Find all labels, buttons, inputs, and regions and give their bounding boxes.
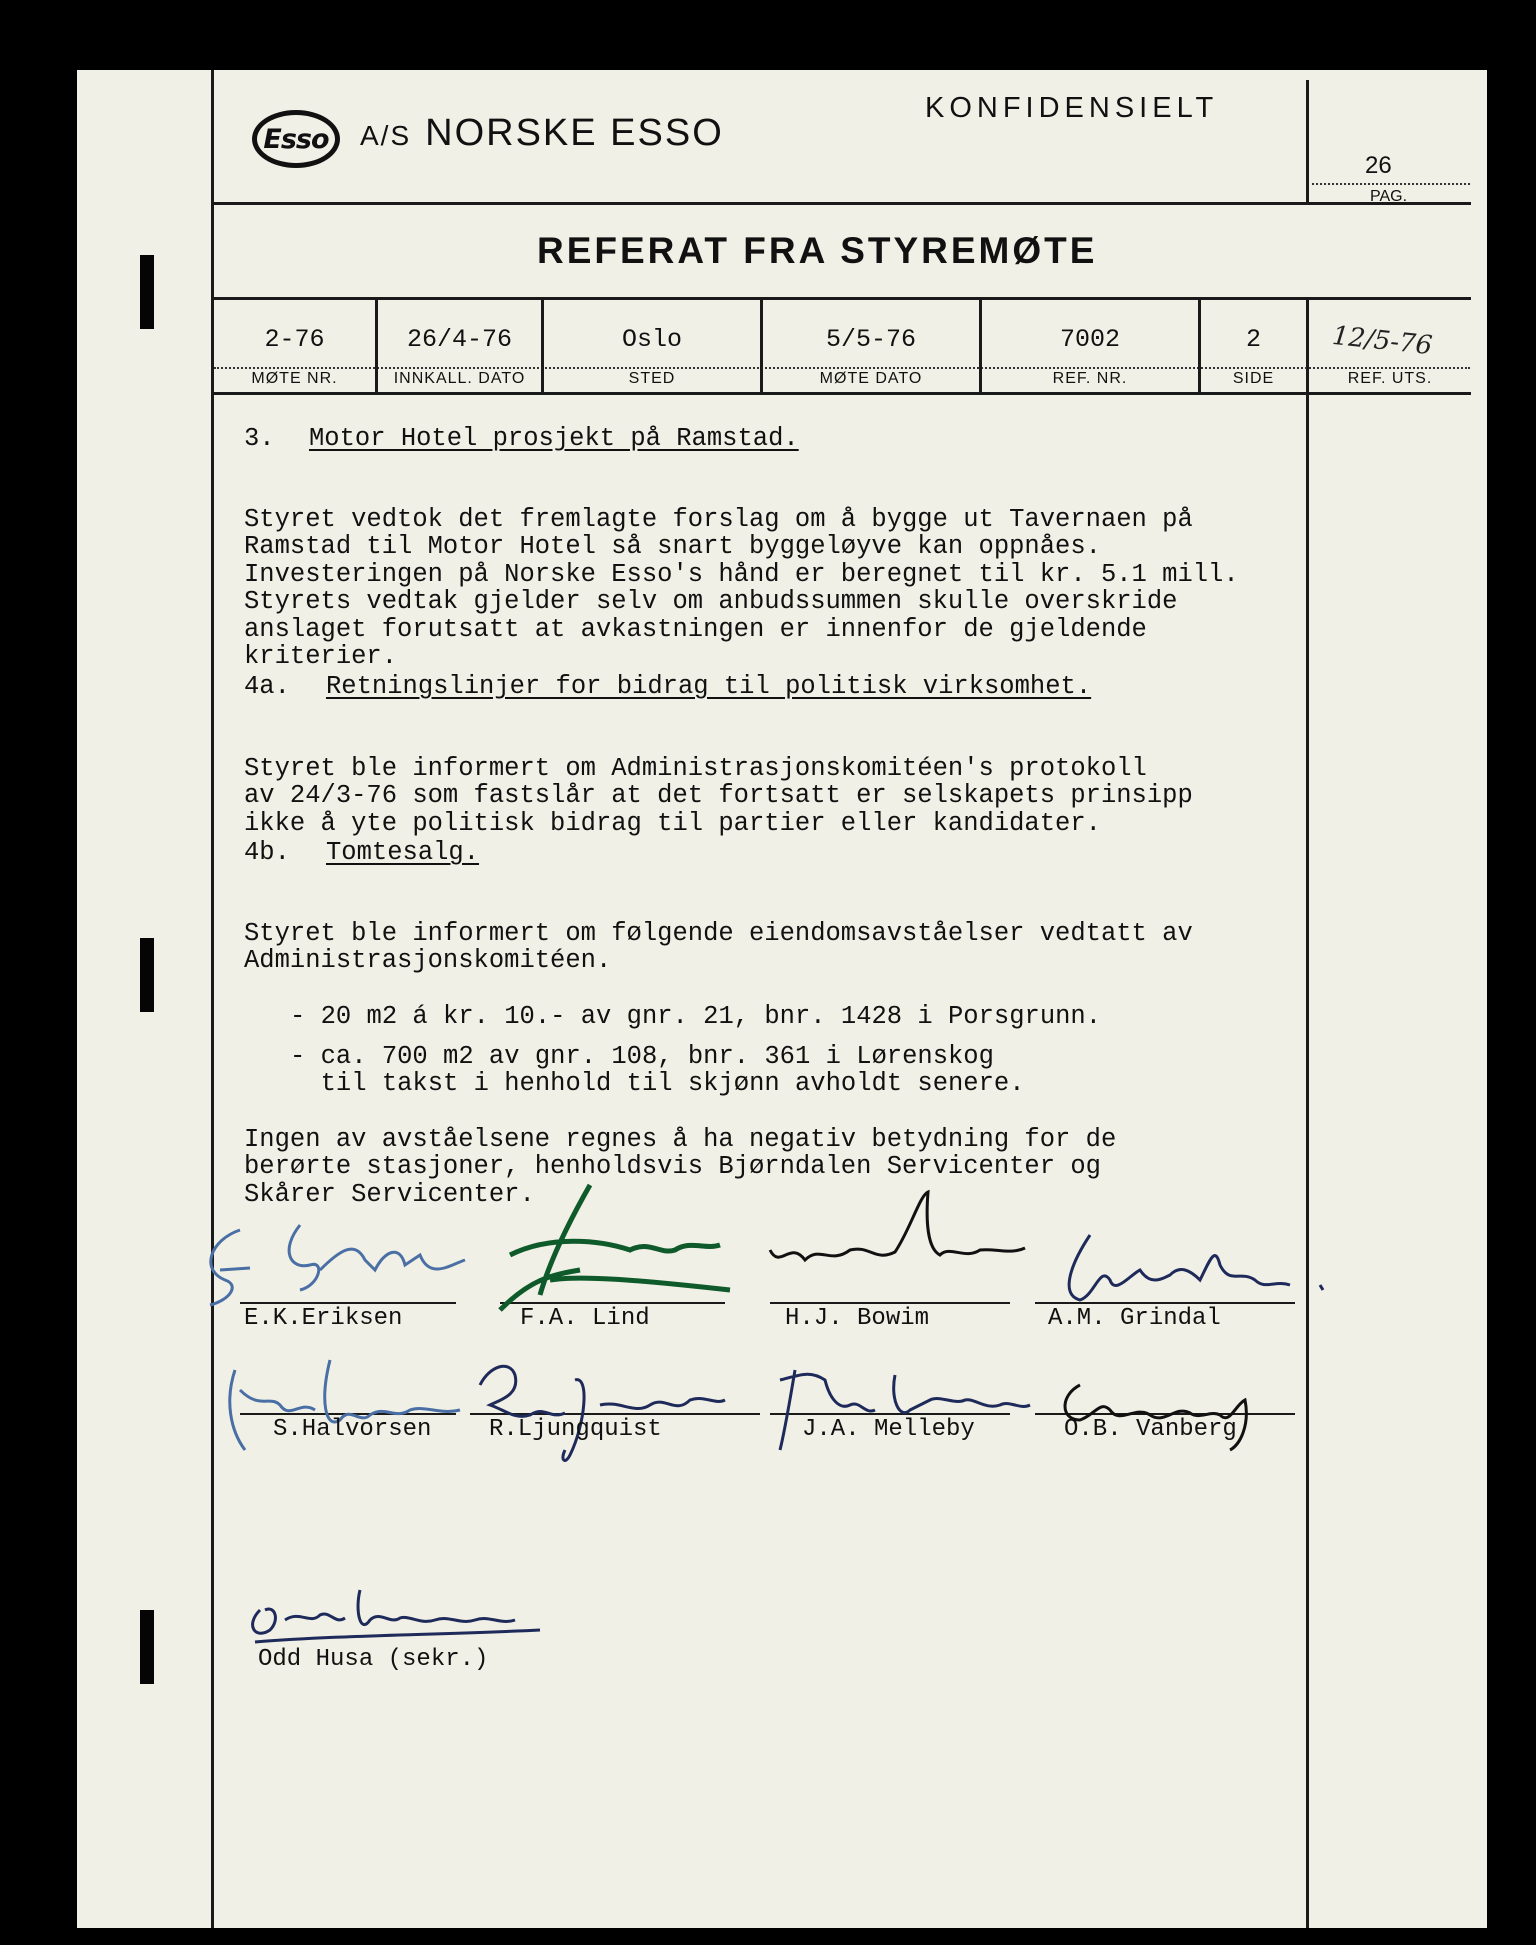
meta-sted-value: Oslo xyxy=(621,325,682,354)
signatory-name: S.Halvorsen xyxy=(273,1416,432,1443)
signature-melleby xyxy=(770,1360,1040,1460)
meta-side-label: SIDE xyxy=(1232,370,1275,387)
signature-ljungquist xyxy=(460,1345,740,1475)
text-line: Ramstad til Motor Hotel så snart byggeløyve kan oppnåes. xyxy=(244,532,1101,561)
punch-hole-top xyxy=(140,255,154,329)
section-4a-heading: Retningslinjer for bidrag til politisk virksomhet. xyxy=(326,672,1092,701)
text-line: til takst i henhold til skjønn avholdt senere. xyxy=(290,1069,1025,1098)
esso-logo: Esso xyxy=(252,110,340,168)
section-3-body xyxy=(244,478,1239,698)
company-name-text: NORSKE ESSO xyxy=(425,112,724,154)
text-line: kriterier. xyxy=(244,642,398,671)
classification-label: KONFIDENSIELT xyxy=(925,92,1219,124)
frame-right-rule-lower xyxy=(1306,300,1309,1928)
meta-ref-uts-label: REF. UTS. xyxy=(1347,370,1433,387)
signature-lind xyxy=(490,1180,740,1320)
punch-hole-middle xyxy=(140,938,154,1012)
signature-bowim xyxy=(760,1190,1040,1300)
text-line: Administrasjonskomitéen. xyxy=(244,946,612,975)
text-line: - 20 m2 á kr. 10.- av gnr. 21, bnr. 1428 i Porsgrunn. xyxy=(290,1001,1102,1031)
section-4b-heading: Tomtesalg. xyxy=(326,838,480,867)
signatory-name: E.K.Eriksen xyxy=(244,1305,403,1332)
meta-mote-dato-label: MØTE DATO xyxy=(819,370,923,387)
signatory-name: R.Ljungquist xyxy=(489,1416,662,1443)
section-4b-number: 4b. xyxy=(244,838,290,867)
meta-mote-nr-value: 2-76 xyxy=(264,325,325,354)
meta-mote-nr-label: MØTE NR. xyxy=(251,370,338,387)
meta-bottom-rule xyxy=(211,392,1471,395)
text-line: ikke å yte politisk bidrag til partier eller kandidater. xyxy=(244,808,1101,838)
meta-innkall-dato-label: INNKALL. DATO xyxy=(393,370,526,387)
signature-line xyxy=(770,1302,1010,1304)
text-line: Styret vedtok det fremlagte forslag om å bygge ut Tavernaen på xyxy=(244,504,1193,534)
meta-dotline xyxy=(214,367,1470,369)
text-line: - ca. 700 m2 av gnr. 108, bnr. 361 i Lørenskog xyxy=(290,1041,994,1071)
header-rule xyxy=(211,202,1471,205)
text-line: Skårer Servicenter. xyxy=(244,1179,535,1209)
text-line: Styrets vedtak gjelder selv om anbudssummen skulle overskride xyxy=(244,587,1178,616)
signatory-name: O.B. Vanberg xyxy=(1064,1416,1237,1443)
signature-eriksen xyxy=(170,1210,500,1320)
section-3-number: 3. xyxy=(244,424,275,453)
meta-sted-label: STED xyxy=(628,370,676,387)
title-rule xyxy=(211,297,1471,300)
company-prefix: A/S xyxy=(360,120,412,151)
meta-ref-uts-value: 12/5-76 xyxy=(1330,320,1434,362)
document-title: REFERAT FRA STYREMØTE xyxy=(537,230,1098,271)
section-3-heading: Motor Hotel prosjekt på Ramstad. xyxy=(309,424,799,453)
signature-husa xyxy=(240,1570,550,1650)
meta-mote-dato-value: 5/5-76 xyxy=(825,325,916,354)
signature-halvorsen xyxy=(220,1350,470,1460)
section-4a-number: 4a. xyxy=(244,672,290,701)
signatory-name: J.A. Melleby xyxy=(802,1416,975,1443)
frame-right-rule xyxy=(1306,80,1309,205)
text-line: Investeringen på Norske Esso's hånd er beregnet til kr. 5.1 mill. xyxy=(244,559,1239,589)
text-line: Styret ble informert om følgende eiendomsavståelser vedtatt av xyxy=(244,918,1193,948)
text-line: anslaget forutsatt at avkastningen er innenfor de gjeldende xyxy=(244,614,1147,644)
meta-ref-nr-label: REF. NR. xyxy=(1052,370,1128,387)
text-line: Ingen av avståelsene regnes å ha negativ betydning for de xyxy=(244,1124,1117,1154)
punch-hole-bottom xyxy=(140,1610,154,1684)
signatory-name: F.A. Lind xyxy=(520,1305,650,1332)
meta-ref-nr-value: 7002 xyxy=(1059,325,1120,354)
signatory-name: A.M. Grindal xyxy=(1048,1305,1221,1332)
page-number-dotline xyxy=(1312,183,1470,185)
signatory-name: H.J. Bowim xyxy=(785,1305,930,1332)
text-line: Styret ble informert om Administrasjonskomitéen's protokoll xyxy=(244,753,1147,783)
meta-innkall-dato-value: 26/4-76 xyxy=(406,325,513,354)
page-number: 26 xyxy=(1365,152,1392,179)
text-line: berørte stasjoner, henholdsvis Bjørndalen Servicenter og xyxy=(244,1152,1101,1181)
company-name xyxy=(360,112,724,155)
signature-grindal xyxy=(1040,1225,1340,1315)
text-line: av 24/3-76 som fastslår at det fortsatt er selskapets prinsipp xyxy=(244,781,1193,810)
secretary-name: Odd Husa (sekr.) xyxy=(258,1646,489,1673)
page-label: PAG. xyxy=(1370,188,1408,205)
meta-side-value: 2 xyxy=(1245,325,1261,354)
